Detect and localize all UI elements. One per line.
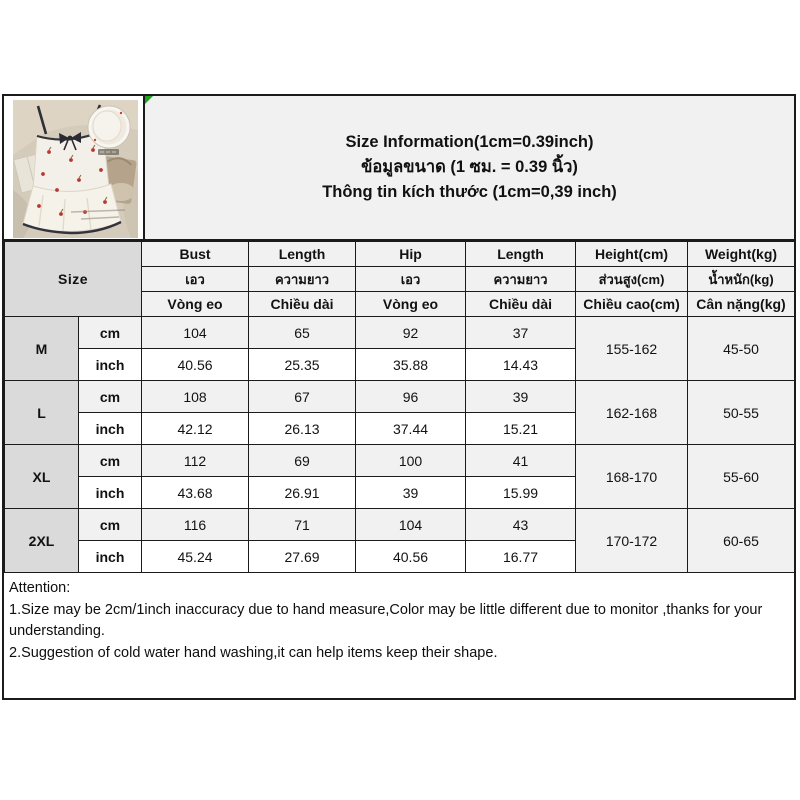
col-header-th: เอว (142, 267, 249, 292)
col-header-th: น้ำหนัก(kg) (688, 267, 795, 292)
size-corner-cell: Size (5, 242, 142, 317)
weight-range-cell: 55-60 (688, 445, 795, 509)
value-cell: 71 (249, 509, 356, 541)
size-info-title-cell (145, 96, 794, 239)
unit-cell: inch (79, 541, 142, 573)
attention-item: 2.Suggestion of cold water hand washing,it can help items keep their shape. (9, 644, 498, 661)
value-cell: 27.69 (249, 541, 356, 573)
value-cell: 43 (466, 509, 576, 541)
value-cell: 15.99 (466, 477, 576, 509)
col-header-en: Length (249, 242, 356, 267)
title-line-en: Size Information(1cm=0.39inch) (345, 133, 594, 151)
value-cell: 43.68 (142, 477, 249, 509)
value-cell: 39 (356, 477, 466, 509)
col-header-en: Bust (142, 242, 249, 267)
weight-range-cell: 50-55 (688, 381, 795, 445)
height-range-cell: 170-172 (576, 509, 688, 573)
value-cell: 65 (249, 317, 356, 349)
value-cell: 40.56 (356, 541, 466, 573)
value-cell: 67 (249, 381, 356, 413)
height-range-cell: 155-162 (576, 317, 688, 381)
col-header-th: ความยาว (249, 267, 356, 292)
value-cell: 14.43 (466, 349, 576, 381)
col-header-vi: Cân nặng(kg) (688, 292, 795, 317)
attention-notes (4, 573, 794, 664)
col-header-en: Height(cm) (576, 242, 688, 267)
col-header-th: ส่วนสูง(cm) (576, 267, 688, 292)
title-line-vi: Thông tin kích thước (1cm=0,39 inch) (322, 183, 617, 201)
weight-range-cell: 45-50 (688, 317, 795, 381)
value-cell: 92 (356, 317, 466, 349)
size-label-cell: XL (5, 445, 79, 509)
col-header-vi: Vòng eo (356, 292, 466, 317)
value-cell: 108 (142, 381, 249, 413)
col-header-vi: Chiều dài (249, 292, 356, 317)
excel-comment-corner-icon (145, 96, 153, 104)
value-cell: 16.77 (466, 541, 576, 573)
product-photo-cell (4, 96, 145, 239)
col-header-vi: Chiều cao(cm) (576, 292, 688, 317)
top-band (4, 96, 794, 241)
value-cell: 35.88 (356, 349, 466, 381)
unit-cell: cm (79, 445, 142, 477)
unit-cell: cm (79, 381, 142, 413)
value-cell: 39 (466, 381, 576, 413)
attention-item: 1.Size may be 2cm/1inch inaccuracy due to hand measure,Color may be little different due to monitor ,thanks for your understanding. (9, 601, 763, 639)
value-cell: 25.35 (249, 349, 356, 381)
col-header-vi: Vòng eo (142, 292, 249, 317)
col-header-en: Hip (356, 242, 466, 267)
height-range-cell: 162-168 (576, 381, 688, 445)
attention-heading: Attention: (9, 580, 71, 596)
value-cell: 96 (356, 381, 466, 413)
size-label-cell: L (5, 381, 79, 445)
size-table (4, 241, 795, 573)
unit-cell: cm (79, 317, 142, 349)
value-cell: 104 (356, 509, 466, 541)
value-cell: 104 (142, 317, 249, 349)
value-cell: 37 (466, 317, 576, 349)
value-cell: 100 (356, 445, 466, 477)
unit-cell: inch (79, 349, 142, 381)
unit-cell: inch (79, 413, 142, 445)
size-label-cell: 2XL (5, 509, 79, 573)
col-header-th: ความยาว (466, 267, 576, 292)
value-cell: 37.44 (356, 413, 466, 445)
size-chart-frame (2, 94, 796, 700)
size-label-cell: M (5, 317, 79, 381)
col-header-th: เอว (356, 267, 466, 292)
unit-cell: cm (79, 509, 142, 541)
value-cell: 15.21 (466, 413, 576, 445)
value-cell: 42.12 (142, 413, 249, 445)
weight-range-cell: 60-65 (688, 509, 795, 573)
col-header-en: Weight(kg) (688, 242, 795, 267)
value-cell: 116 (142, 509, 249, 541)
unit-cell: inch (79, 477, 142, 509)
value-cell: 45.24 (142, 541, 249, 573)
value-cell: 112 (142, 445, 249, 477)
value-cell: 26.91 (249, 477, 356, 509)
value-cell: 40.56 (142, 349, 249, 381)
value-cell: 26.13 (249, 413, 356, 445)
col-header-vi: Chiều dài (466, 292, 576, 317)
title-line-th: ข้อมูลขนาด (1 ซม. = 0.39 นิ้ว) (361, 158, 578, 176)
value-cell: 69 (249, 445, 356, 477)
col-header-en: Length (466, 242, 576, 267)
value-cell: 41 (466, 445, 576, 477)
product-photo (13, 100, 138, 238)
height-range-cell: 168-170 (576, 445, 688, 509)
